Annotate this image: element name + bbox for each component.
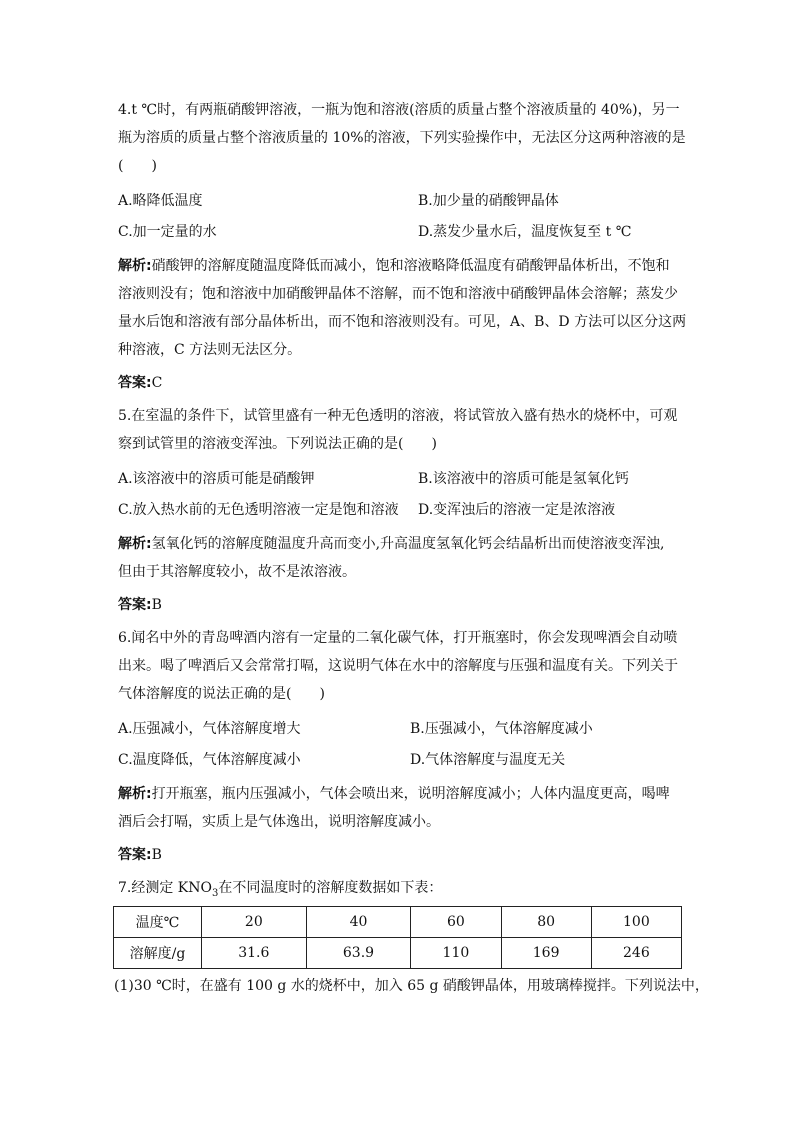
explanation-label: 解析: xyxy=(118,786,152,802)
question-4-answer xyxy=(118,368,683,398)
table-cell: 31.6 xyxy=(202,938,307,969)
answer-label: 答案: xyxy=(118,597,152,613)
question-5-answer xyxy=(118,590,683,620)
question-6 xyxy=(118,624,683,870)
table-row xyxy=(114,907,682,938)
table-header-cell: 溶解度/g xyxy=(114,938,202,969)
solubility-table xyxy=(113,906,682,969)
table-cell: 63.9 xyxy=(306,938,411,969)
option-d: D.变浑浊后的溶液一定是浓溶液 xyxy=(418,502,616,518)
table-header-cell: 温度℃ xyxy=(114,907,202,938)
option-b: B.压强减小，气体溶解度减小 xyxy=(410,721,593,737)
question-5-explanation: 解析:氢氧化钙的溶解度随温度升高而变小,升高温度氢氧化钙会结晶析出而使溶液变浑浊, 但由于其溶解度较小，故不是浓溶液。 xyxy=(118,536,665,580)
table-cell: 20 xyxy=(202,907,307,938)
question-6-explanation: 解析:打开瓶塞，瓶内压强减小，气体会喷出来，说明溶解度减小；人体内温度更高，喝啤 酒后会打嗝，实质上是气体逸出，说明溶解度减小。 xyxy=(118,786,670,830)
option-d: D.蒸发少量水后，温度恢复至 t ℃ xyxy=(418,224,632,240)
answer-label: 答案: xyxy=(118,375,152,391)
option-c: C.温度降低，气体溶解度减小 xyxy=(118,752,301,768)
answer-value: C xyxy=(151,375,163,391)
question-4-stem: 4.t ℃时，有两瓶硝酸钾溶液，一瓶为饱和溶液(溶质的质量占整个溶液质量的 40%)，另一 瓶为溶质的质量占整个溶液质量的 10%的溶液，下列实验操作中，无法区分这两种溶液的是 ( ) xyxy=(118,102,686,174)
question-5-options xyxy=(118,464,683,526)
table-cell: 246 xyxy=(591,938,681,969)
question-7-part-1: (1)30 ℃时，在盛有 100 g 水的烧杯中，加入 65 g 硝酸钾晶体，用玻璃棒搅拌。下列说法中， xyxy=(114,978,709,994)
table-cell: 80 xyxy=(501,907,591,938)
answer-value: B xyxy=(151,597,162,613)
question-7 xyxy=(114,874,709,1001)
answer-label: 答案: xyxy=(118,847,152,863)
question-6-options xyxy=(118,714,683,776)
document-page xyxy=(114,96,709,1005)
explanation-label: 解析: xyxy=(118,258,152,274)
option-a: A.该溶液中的溶质可能是硝酸钾 xyxy=(118,471,315,487)
answer-value: B xyxy=(151,847,162,863)
question-6-stem: 6.闻名中外的青岛啤酒内溶有一定量的二氧化碳气体，打开瓶塞时，你会发现啤酒会自动喷 出来。喝了啤酒后又会常常打嗝，这说明气体在水中的溶解度与压强和温度有关。下列关于 气体溶解度的说法正确的是( ) xyxy=(118,630,678,702)
option-c: C.加一定量的水 xyxy=(118,224,217,240)
question-5 xyxy=(118,402,683,620)
option-b: B.加少量的硝酸钾晶体 xyxy=(418,193,559,209)
explanation-label: 解析: xyxy=(118,536,152,552)
table-cell: 100 xyxy=(591,907,681,938)
table-cell: 110 xyxy=(411,938,501,969)
option-a: A.略降低温度 xyxy=(118,193,203,209)
question-4 xyxy=(118,96,687,398)
table-cell: 40 xyxy=(306,907,411,938)
table-cell: 169 xyxy=(501,938,591,969)
question-4-options xyxy=(118,186,683,248)
question-7-stem: 7.经测定 $KNO_3$在不同温度时的溶解度数据如下表： xyxy=(118,880,443,899)
option-b: B.该溶液中的溶质可能是氢氧化钙 xyxy=(418,471,629,487)
question-5-stem: 5.在室温的条件下，试管里盛有一种无色透明的溶液，将试管放入盛有热水的烧杯中，可观 察到试管里的溶液变浑浊。下列说法正确的是( ) xyxy=(118,408,678,452)
option-d: D.气体溶解度与温度无关 xyxy=(410,752,566,768)
option-a: A.压强减小，气体溶解度增大 xyxy=(118,721,301,737)
table-row xyxy=(114,938,682,969)
table-cell: 60 xyxy=(411,907,501,938)
option-c: C.放入热水前的无色透明溶液一定是饱和溶液 xyxy=(118,502,399,518)
question-4-explanation: 解析:硝酸钾的溶解度随温度降低而减小，饱和溶液略降低温度有硝酸钾晶体析出，不饱和 溶液则没有；饱和溶液中加硝酸钾晶体不溶解，而不饱和溶液中硝酸钾晶体会溶解；蒸发少 量水后饱和溶液有部分晶体析出，而不饱和溶液则没有。可见，A、B、D 方法可以区分这两 种溶液，C 方法则无法区分。 xyxy=(118,258,687,358)
question-6-answer xyxy=(118,840,683,870)
